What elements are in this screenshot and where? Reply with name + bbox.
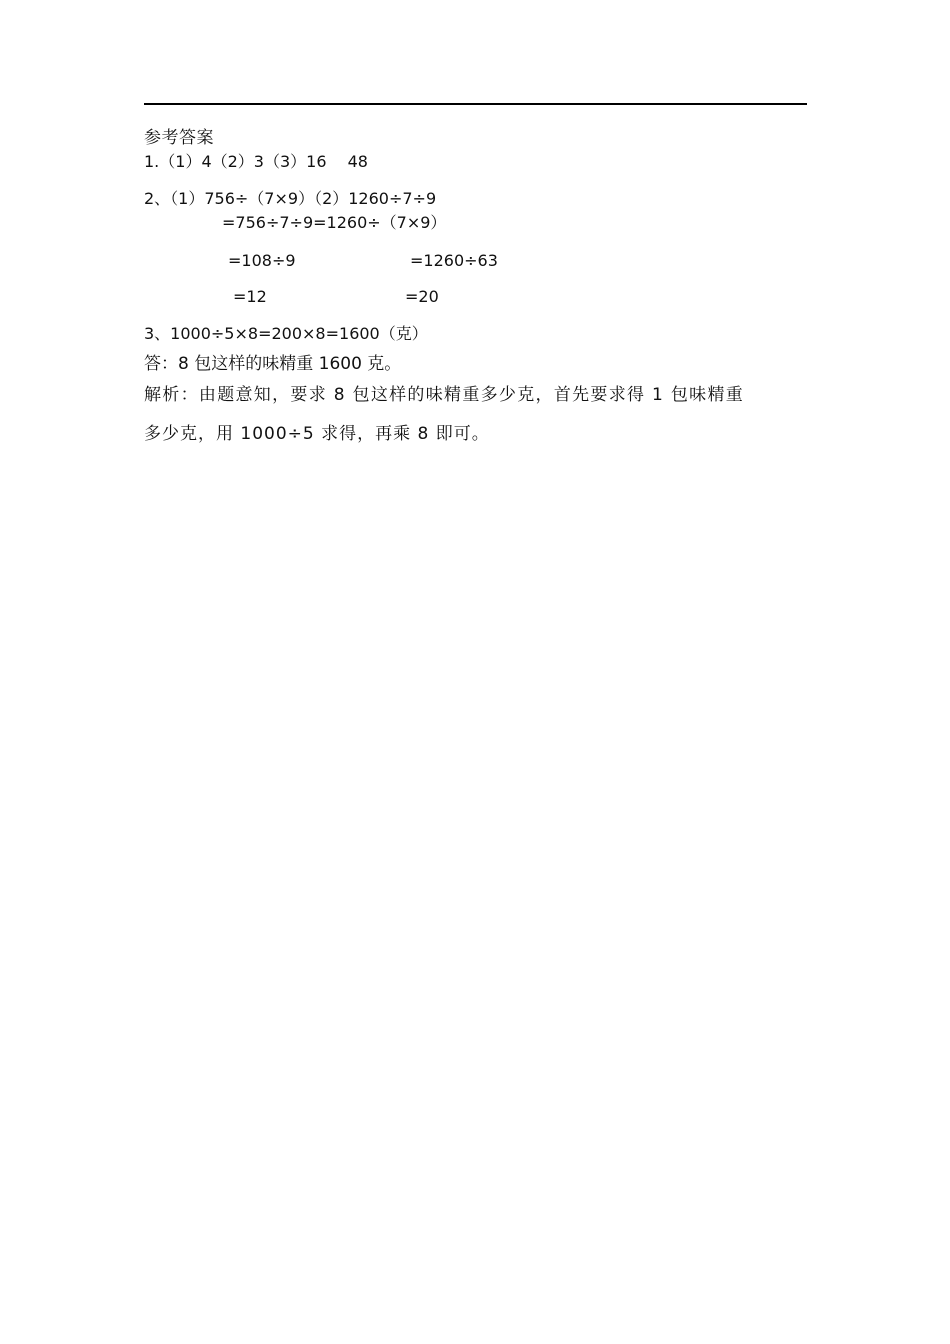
question-3-answer: 答：8 包这样的味精重 1600 克。 [144,354,402,374]
question-2-line-2: =756÷7÷9=1260÷（7×9） [222,213,447,232]
answers-heading: 参考答案 [144,128,214,148]
question-1-answer: 1.（1）4（2）3（3）16 48 [144,152,368,171]
question-2-step-b2: =20 [405,287,439,306]
question-2-step-a1: =108÷9 [228,251,296,270]
header-rule [144,103,807,105]
question-3-analysis-line-2: 多少克，用 1000÷5 求得，再乘 8 即可。 [144,424,490,444]
question-2-step-a2: =12 [233,287,267,306]
question-2-line-1: 2、（1）756÷（7×9）（2）1260÷7÷9 [144,189,437,208]
question-3-equation: 3、1000÷5×8=200×8=1600（克） [144,324,428,343]
question-2-step-b1: =1260÷63 [410,251,498,270]
question-3-analysis-line-1: 解析：由题意知，要求 8 包这样的味精重多少克，首先要求得 1 包味精重 [144,385,745,405]
